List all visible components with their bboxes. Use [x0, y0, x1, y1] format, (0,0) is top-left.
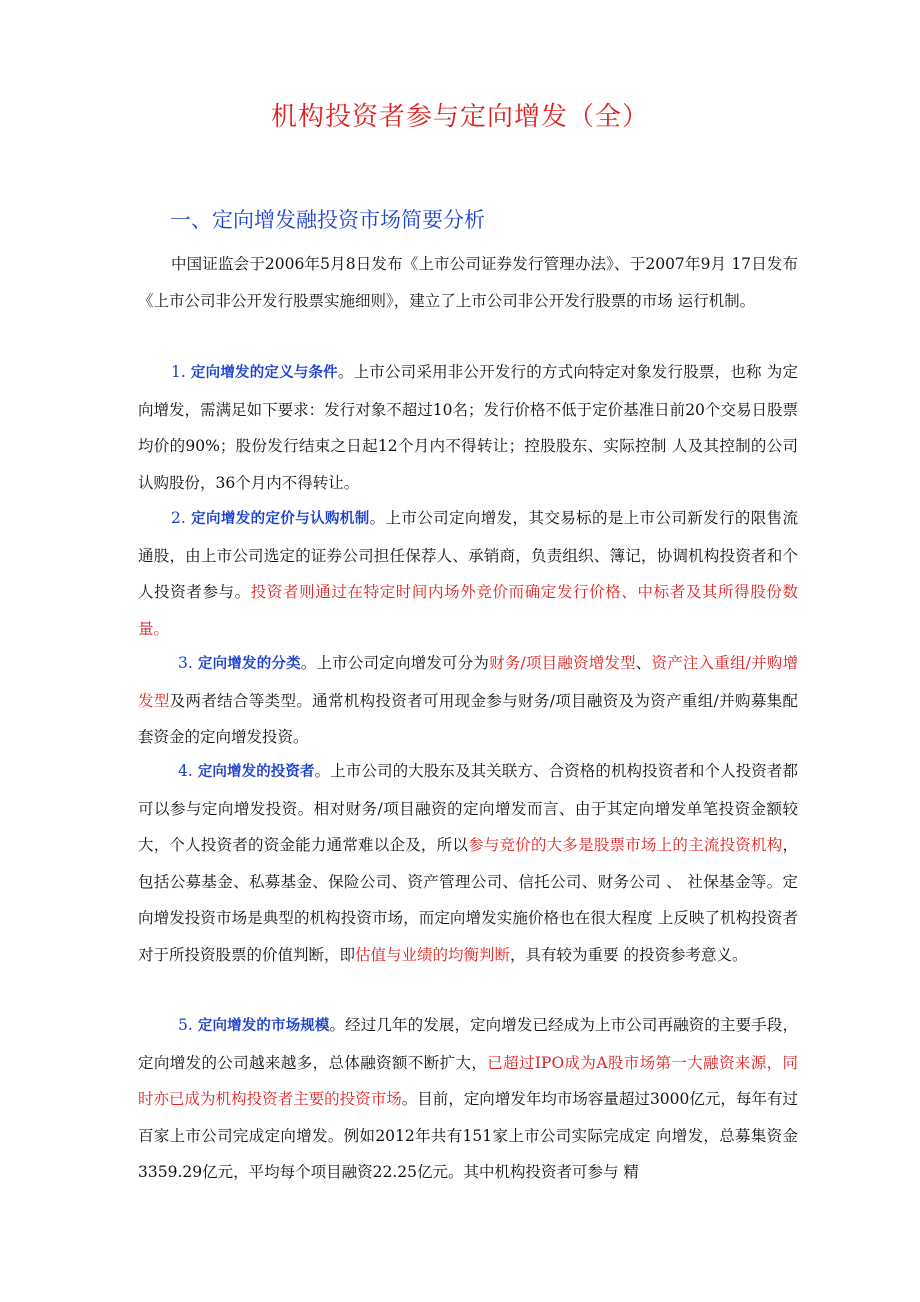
item-text: ，包括公募基金、私募基金、保险公司、资产管理公司、信托公司、财务公司 、 社保基金等。定向增发投资市场是典型的机构投资市场，而定向增发实施价格也在很大程度 上反映了机构投资者对于所投资股票的价值判断，即	[138, 836, 798, 964]
item-label: 定向增发的定义与条件	[190, 365, 338, 381]
highlighted-text: 财务/项目融资增发型	[489, 654, 636, 672]
highlighted-text: 估值与业绩的均衡判断	[355, 945, 511, 964]
item-label: 定向增发的市场规模	[197, 1018, 330, 1034]
intro-paragraph	[138, 246, 798, 319]
highlighted-text: 资产注入重组/并购增发型	[138, 654, 798, 710]
item-text: 、	[635, 654, 652, 672]
item-text: 。上市公司采用非公开发行的方式向特定对象发行股票，也称 为定向增发，需满足如下要求：发行对象不超过10名；发行价格不低于定价基准日前20个交易日股票均价的90%；股份发行结束之日起12个月内不得转让；控股股东、实际控制 人及其控制的公司认购股份，36个月内不得转让。	[138, 363, 798, 492]
highlighted-text: 投资者则通过在特定时间内场外竞价而确定发行价格、中标者及其所得股份数量。	[138, 583, 798, 638]
paragraph-4	[138, 753, 798, 973]
item-text: 。上市公司的大股东及其关联方、合资格的机构投资者和个人投资者都可以参与定向增发投资。相对财务/项目融资的定向增发而言、由于其定向增发单笔投资金额较大，个人投资者的资金能力通常难以企及，所以	[138, 762, 798, 854]
paragraph-5	[138, 1007, 798, 1191]
intro-text: 中国证监会于2006年5月8日发布《上市公司证券发行管理办法》、于2007年9月 17日发布《上市公司非公开发行股票实施细则》，建立了上市公司非公开发行股票的市场 运行机制。	[138, 255, 798, 310]
item-label: 定向增发的投资者	[197, 764, 315, 780]
item-number: 2.	[171, 509, 186, 527]
item-text: 及两者结合等类型。通常机构投资者可用现金参与财务/项目融资及为资产重组/并购募集配套资金的定向增发投资。	[138, 691, 798, 746]
paragraph-3	[138, 645, 798, 756]
highlighted-text: 参与竞价的大多是股票市场上的主流投资机构	[468, 836, 783, 854]
item-number: 1.	[171, 363, 186, 381]
item-text: 。上市公司定向增发，其交易标的是上市公司新发行的限售流通股，由上市公司选定的证券公司担任保荐人、承销商，负责组织、簿记，协调机构投资者和个人投资者参与。	[138, 509, 798, 601]
item-text: ，具有较为重要 的投资参考意义。	[510, 945, 748, 964]
paragraph-1	[138, 354, 798, 501]
item-text: 。目前，定向增发年均市场容量超过3000亿元，每年有过百家上市公司完成定向增发。例如2012年共有151家上市公司实际完成定 向增发，总募集资金3359.29亿元，平均每个项目融资22.25亿元。其中机构投资者可参与 精	[138, 1090, 798, 1181]
item-number: 5.	[178, 1016, 193, 1034]
highlighted-text: 已超过IPO成为A股市场第一大融资来源，同时亦已成为机构投资者主要的投资市场	[138, 1053, 798, 1108]
item-label: 定向增发的分类	[197, 656, 301, 672]
paragraph-2	[138, 500, 798, 647]
item-number: 3.	[178, 654, 193, 672]
item-label: 定向增发的定价与认购机制	[191, 511, 370, 527]
item-number: 4.	[178, 762, 193, 780]
section-heading: 一、定向增发融投资市场简要分析	[170, 208, 485, 232]
document-title: 机构投资者参与定向增发（全）	[270, 102, 649, 132]
item-text: 。经过几年的发展，定向增发已经成为上市公司再融资的主要手段，定向增发的公司越来越多，总体融资额不断扩大，	[138, 1016, 799, 1072]
item-text: 。上市公司定向增发可分为	[300, 654, 490, 672]
